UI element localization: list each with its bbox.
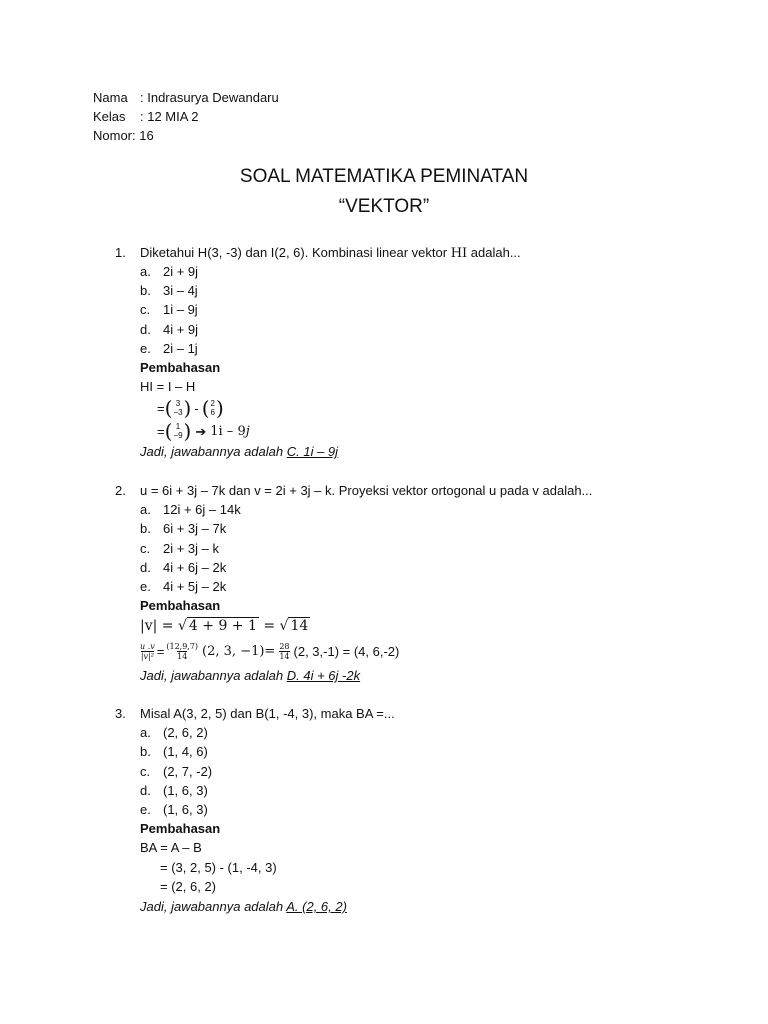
solution-step: = (3, 2, 5) - (1, -4, 3) — [160, 860, 277, 875]
option-text: 4i + 5j – 2k — [163, 579, 227, 594]
answer-key: D. 4i + 6j -2k — [286, 668, 361, 683]
question-text: Misal A(3, 2, 5) dan B(1, -4, 3), maka BA =... — [140, 706, 395, 721]
option-text: 4i + 6j – 2k — [163, 560, 227, 575]
option-letter: a. — [140, 264, 151, 279]
student-info — [93, 88, 279, 145]
fraction: $\frac{u .v}{\text{|v|²}}$ — [140, 641, 155, 661]
solution-step: = ( 3 −3 ) - ( 2 6 ) — [157, 396, 224, 420]
option-text: 2i + 9j — [163, 264, 199, 279]
option-letter: c. — [140, 541, 151, 556]
option-text: (2, 7, -2) — [163, 764, 213, 779]
arrow-icon: ➔ — [195, 423, 207, 439]
option-letter: c. — [140, 302, 151, 317]
page-subtitle: “VEKTOR” — [338, 196, 430, 217]
question-text: u = 6i + 3j – 7k dan v = 2i + 3j – k. Proyeksi vektor ortogonal u pada v adalah... — [140, 483, 593, 498]
answer-line: Jadi, jawabannya adalah C. 1i – 9j — [140, 444, 339, 459]
kelas-value: : 12 MIA 2 — [140, 109, 199, 124]
column-vector: ( 3 −3 ) — [164, 396, 192, 420]
answer-key: C. 1i – 9j — [286, 444, 339, 459]
option-letter: e. — [140, 579, 151, 594]
option-text: 2i – 1j — [163, 341, 198, 356]
option-letter: e. — [140, 802, 151, 817]
answer-line: Jadi, jawabannya adalah A. (2, 6, 2) — [140, 899, 347, 914]
nama-label: Nama — [93, 90, 128, 105]
column-vector: ( 1 −9 ) — [164, 419, 192, 443]
answer-line: Jadi, jawabannya adalah D. 4i + 6j -2k — [140, 668, 361, 683]
fraction: $\frac{28}{14}$ — [279, 641, 290, 661]
option-text: 2i + 3j – k — [163, 541, 220, 556]
question-number: 3. — [115, 706, 126, 721]
option-letter: d. — [140, 322, 151, 337]
answer-key: A. (2, 6, 2) — [286, 899, 347, 914]
option-text: 1i – 9j — [163, 302, 198, 317]
option-letter: d. — [140, 560, 151, 575]
solution-step: = ( 1 −9 ) ➔ 1i – 9 j — [157, 419, 250, 443]
solution-step: HI = I – H — [140, 379, 196, 394]
nomor-label: Nomor — [93, 128, 133, 143]
question-number: 1. — [115, 245, 126, 260]
option-letter: c. — [140, 764, 151, 779]
solution-step: |v| = √ 4 + 9 + 1 = √ 14 — [140, 618, 309, 634]
solution-step: $\frac{u .v}{\text{|v|²}}$ = $\frac{(12,9,7)}{14}$ (2, 3, −1)= $\frac{28}{14}$ (2, 3,-1) = (4, 6,-2) — [140, 641, 400, 661]
option-text: 4i + 9j — [163, 322, 199, 337]
solution-step: BA = A – B — [140, 840, 202, 855]
option-letter: a. — [140, 502, 151, 517]
option-text: (1, 6, 3) — [163, 802, 208, 817]
nomor-value: : 16 — [132, 128, 154, 143]
option-text: 3i – 4j — [163, 283, 198, 298]
option-text: (1, 4, 6) — [163, 744, 208, 759]
pembahasan-label: Pembahasan — [140, 360, 221, 375]
option-text: (1, 6, 3) — [163, 783, 208, 798]
fraction: $\frac{(12,9,7)}{14}$ — [166, 641, 199, 661]
nama-value: : Indrasurya Dewandaru — [140, 90, 279, 105]
option-letter: b. — [140, 283, 151, 298]
column-vector: ( 2 6 ) — [201, 396, 224, 420]
pembahasan-label: Pembahasan — [140, 821, 221, 836]
option-text: 6i + 3j – 7k — [163, 521, 227, 536]
option-letter: e. — [140, 341, 151, 356]
kelas-label: Kelas — [93, 109, 126, 124]
page-title: SOAL MATEMATIKA PEMINATAN — [239, 166, 529, 187]
option-letter: d. — [140, 783, 151, 798]
option-text: 12i + 6j – 14k — [163, 502, 241, 517]
option-letter: b. — [140, 744, 151, 759]
question-text: Diketahui H(3, -3) dan I(2, 6). Kombinasi linear vektor HI adalah... — [140, 245, 521, 261]
option-letter: b. — [140, 521, 151, 536]
option-letter: a. — [140, 725, 151, 740]
option-text: (2, 6, 2) — [163, 725, 208, 740]
question-number: 2. — [115, 483, 126, 498]
pembahasan-label: Pembahasan — [140, 598, 221, 613]
solution-step: = (2, 6, 2) — [160, 879, 216, 894]
